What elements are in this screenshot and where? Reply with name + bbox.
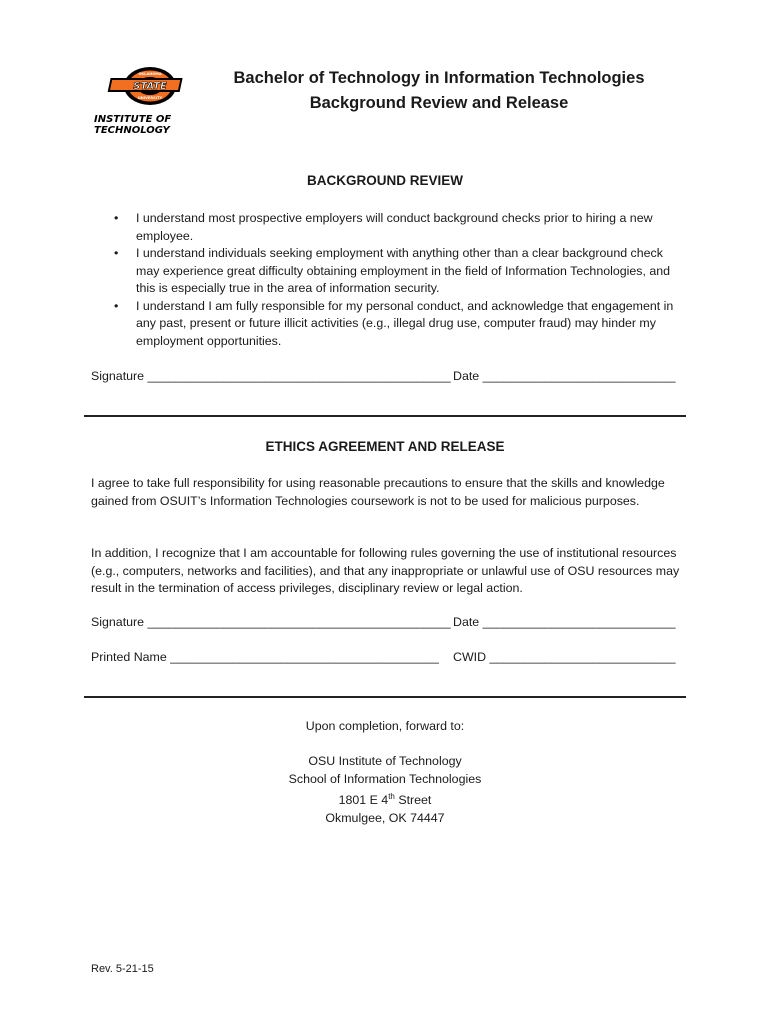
address-line-2: School of Information Technologies <box>288 771 482 786</box>
ethics-signature-field[interactable]: Signature ____________________________________________ <box>91 615 451 629</box>
list-item-text: I understand I am fully responsible for my personal conduct, and acknowledge that engagement in any past, present or future illicit activities (e.g., illegal drug use, computer fraud) may hinder my employment opportunities. <box>136 298 674 348</box>
logo-state-text: STATE <box>133 81 167 92</box>
ethics-paragraph-2: In addition, I recognize that I am accountable for following rules governing the use of institutional resources (e.g., computers, networks and facilities), and that any inappropriate or unlawful use of OSU resources may result in the termination of access privileges, disciplinary review or legal action. <box>91 546 680 595</box>
address-line-1: OSU Institute of Technology <box>308 754 462 768</box>
printed-name-field[interactable]: Printed Name _______________________________________ <box>91 650 439 664</box>
osu-institute-logo <box>94 62 194 136</box>
logo-institute-text: INSTITUTE OF <box>94 114 172 125</box>
ethics-date-field[interactable]: Date ____________________________ <box>453 615 676 629</box>
logo-university-text: UNIVERSITY <box>137 96 163 100</box>
street-ordinal: th <box>388 792 395 801</box>
list-item <box>112 298 682 351</box>
title-line-1: Bachelor of Technology in Information Technologies <box>233 69 645 87</box>
address-line-4: Okmulgee, OK 74447 <box>325 810 445 825</box>
background-date-field[interactable]: Date ____________________________ <box>453 369 676 383</box>
revision-label: Rev. 5-21-15 <box>91 963 154 975</box>
section-divider <box>84 696 686 698</box>
list-item-text: I understand most prospective employers will conduct background checks prior to hiring a new employee. <box>136 211 653 243</box>
section-divider <box>84 415 686 417</box>
list-item <box>112 245 682 298</box>
document-title <box>200 66 678 116</box>
list-item-text: I understand individuals seeking employment with anything other than a clear background check may experience great difficulty obtaining employment in the field of Information Technologies, and this is especially true in the area of information security. <box>136 246 671 295</box>
bullet-icon: • <box>114 298 119 313</box>
list-item <box>112 210 682 245</box>
bullet-icon: • <box>114 246 119 260</box>
title-line-2: Background Review and Release <box>309 94 569 112</box>
street-number: 1801 E 4 <box>338 793 389 808</box>
logo-technology-text: TECHNOLOGY <box>94 125 170 136</box>
address-line-3 <box>0 788 770 810</box>
street-name: Street <box>394 793 432 808</box>
forwarding-intro: Upon completion, forward to: <box>305 719 465 733</box>
background-review-list <box>112 210 682 350</box>
logo-oklahoma-text: OKLAHOMA <box>138 72 162 76</box>
background-signature-field[interactable]: Signature ____________________________________________ <box>91 369 451 383</box>
forwarding-address <box>0 753 770 827</box>
background-review-heading: BACKGROUND REVIEW <box>306 173 463 188</box>
ethics-heading: ETHICS AGREEMENT AND RELEASE <box>265 439 505 454</box>
bullet-icon: • <box>114 211 119 225</box>
cwid-field[interactable]: CWID ___________________________ <box>453 650 676 664</box>
ethics-paragraph-1: I agree to take full responsibility for using reasonable precautions to ensure that the skills and knowledge gained from OSUIT’s Information Technologies coursework is not to be used for malicious purposes. <box>91 476 665 508</box>
osu-brand-mark <box>108 67 183 105</box>
